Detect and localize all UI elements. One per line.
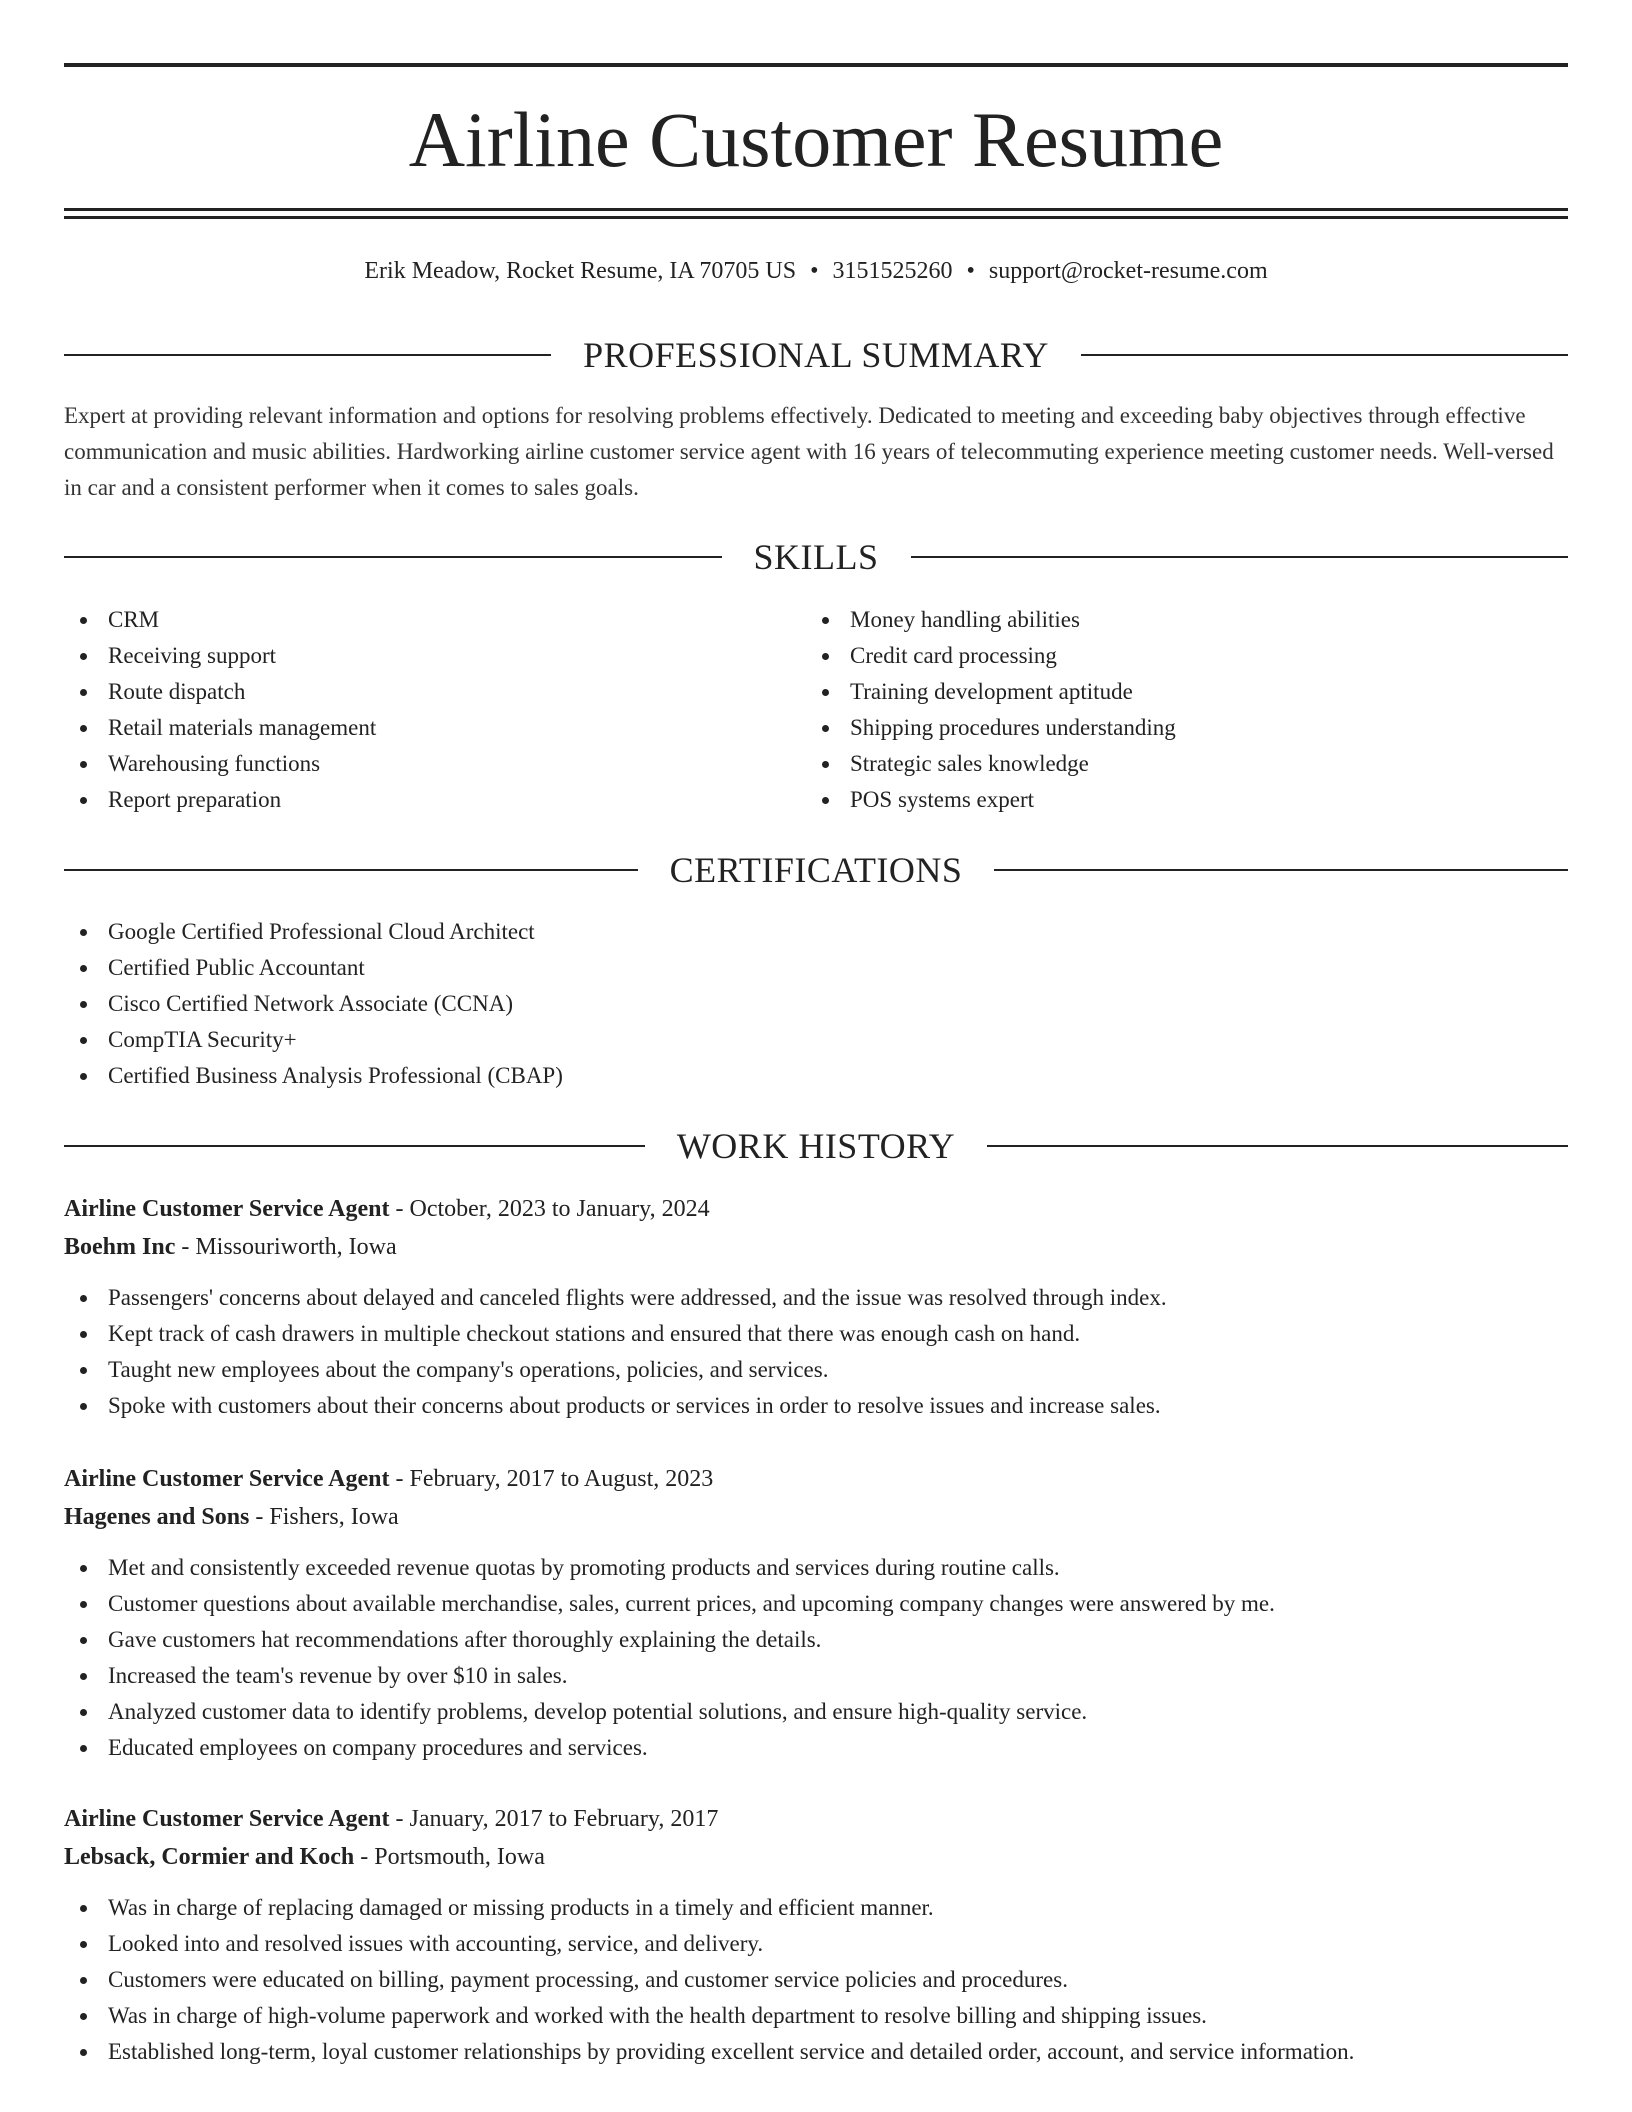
job-entry <box>64 1190 1568 1424</box>
section-header-certifications <box>64 848 1568 892</box>
job-bullet-item: Analyzed customer data to identify problems, develop potential solutions, and ensure high-quality service. <box>64 1694 1568 1730</box>
job-bullet-item: Was in charge of replacing damaged or missing products in a timely and efficient manner. <box>64 1890 1568 1926</box>
job-bullets <box>64 1890 1568 2070</box>
section-rule <box>1081 354 1568 356</box>
job-bullet-item: Established long-term, loyal customer relationships by providing excellent service and detailed order, account, and service information. <box>64 2034 1568 2070</box>
section-rule <box>994 869 1568 871</box>
skill-item: Receiving support <box>64 638 804 674</box>
certification-item: Cisco Certified Network Associate (CCNA) <box>64 986 1564 1022</box>
job-title-line <box>64 1460 1568 1498</box>
skill-item: Credit card processing <box>806 638 1546 674</box>
job-location: - Fishers, Iowa <box>249 1504 399 1530</box>
contact-separator: • <box>810 258 819 284</box>
section-header-work-history <box>64 1124 1568 1168</box>
job-bullet-item: Looked into and resolved issues with accounting, service, and delivery. <box>64 1926 1568 1962</box>
job-title-line <box>64 1190 1568 1228</box>
job-location: - Missouriworth, Iowa <box>175 1234 397 1260</box>
job-bullet-item: Customer questions about available merchandise, sales, current prices, and upcoming company changes were answered by me. <box>64 1586 1568 1622</box>
certifications-list <box>64 914 1564 1094</box>
job-company-line <box>64 1498 1568 1536</box>
section-rule <box>64 556 722 558</box>
skill-item: Training development aptitude <box>806 674 1546 710</box>
job-location: - Portsmouth, Iowa <box>354 1844 545 1870</box>
skill-item: CRM <box>64 602 804 638</box>
job-company: Lebsack, Cormier and Koch <box>64 1844 355 1870</box>
job-bullet-item: Passengers' concerns about delayed and canceled flights were addressed, and the issue was resolved through index. <box>64 1280 1568 1316</box>
section-rule <box>987 1145 1568 1147</box>
section-title-summary: PROFESSIONAL SUMMARY <box>583 335 1049 375</box>
title-rule-upper <box>64 208 1568 211</box>
job-title: Airline Customer Service Agent <box>64 1806 390 1832</box>
job-company: Boehm Inc <box>64 1234 176 1260</box>
section-rule <box>64 1145 645 1147</box>
skill-item: Route dispatch <box>64 674 804 710</box>
title-rule-lower <box>64 216 1568 219</box>
job-bullets <box>64 1550 1568 1766</box>
top-rule <box>64 63 1568 67</box>
section-rule <box>911 556 1569 558</box>
skills-list-right <box>806 602 1546 818</box>
skill-item: Report preparation <box>64 782 804 818</box>
certification-item: Certified Business Analysis Professional (CBAP) <box>64 1058 1564 1094</box>
skill-item: Money handling abilities <box>806 602 1546 638</box>
job-bullet-item: Increased the team's revenue by over $10 in sales. <box>64 1658 1568 1694</box>
section-rule <box>64 869 638 871</box>
job-dates: - January, 2017 to February, 2017 <box>389 1806 719 1832</box>
job-title: Airline Customer Service Agent <box>64 1466 390 1492</box>
skill-item: Shipping procedures understanding <box>806 710 1546 746</box>
page-title: Airline Customer Resume <box>408 96 1224 183</box>
section-header-summary <box>64 333 1568 377</box>
contact-line <box>64 254 1568 288</box>
skill-item: Strategic sales knowledge <box>806 746 1546 782</box>
job-bullet-item: Taught new employees about the company's operations, policies, and services. <box>64 1352 1568 1388</box>
job-title-line <box>64 1800 1568 1838</box>
job-bullet-item: Gave customers hat recommendations after thoroughly explaining the details. <box>64 1622 1568 1658</box>
skill-item: POS systems expert <box>806 782 1546 818</box>
job-dates: - October, 2023 to January, 2024 <box>389 1196 710 1222</box>
job-company: Hagenes and Sons <box>64 1504 250 1530</box>
job-entry <box>64 1460 1568 1766</box>
section-title-certifications: CERTIFICATIONS <box>669 850 963 890</box>
contact-separator: • <box>966 258 975 284</box>
certification-item: Certified Public Accountant <box>64 950 1564 986</box>
contact-phone: 3151525260 <box>832 258 953 284</box>
section-header-skills <box>64 535 1568 579</box>
job-bullet-item: Customers were educated on billing, payment processing, and customer service policies and procedures. <box>64 1962 1568 1998</box>
job-bullet-item: Was in charge of high-volume paperwork and worked with the health department to resolve billing and shipping issues. <box>64 1998 1568 2034</box>
section-title-skills: SKILLS <box>753 537 879 577</box>
summary-text: Expert at providing relevant information and options for resolving problems effectively. Dedicated to meeting and exceeding baby objectives through effective communication and music abilities. Hardworking airline customer service agent with 16 years of telecommuting experience meeting customer needs. Well-versed in car and a consistent performer when it comes to sales goals. <box>64 403 1554 500</box>
contact-address: Erik Meadow, Rocket Resume, IA 70705 US <box>364 258 797 284</box>
job-bullet-item: Kept track of cash drawers in multiple checkout stations and ensured that there was enough cash on hand. <box>64 1316 1568 1352</box>
certification-item: CompTIA Security+ <box>64 1022 1564 1058</box>
job-company-line <box>64 1838 1568 1876</box>
job-title: Airline Customer Service Agent <box>64 1196 390 1222</box>
skills-list-left <box>64 602 804 818</box>
skill-item: Warehousing functions <box>64 746 804 782</box>
skill-item: Retail materials management <box>64 710 804 746</box>
certification-item: Google Certified Professional Cloud Architect <box>64 914 1564 950</box>
job-bullets <box>64 1280 1568 1424</box>
job-dates: - February, 2017 to August, 2023 <box>389 1466 714 1492</box>
section-title-work-history: WORK HISTORY <box>676 1126 956 1166</box>
job-company-line <box>64 1228 1568 1266</box>
job-bullet-item: Met and consistently exceeded revenue quotas by promoting products and services during routine calls. <box>64 1550 1568 1586</box>
job-bullet-item: Educated employees on company procedures and services. <box>64 1730 1568 1766</box>
section-rule <box>64 354 551 356</box>
contact-email: support@rocket-resume.com <box>988 258 1268 284</box>
job-bullet-item: Spoke with customers about their concerns about products or services in order to resolve issues and increase sales. <box>64 1388 1568 1424</box>
job-entry <box>64 1800 1568 2070</box>
